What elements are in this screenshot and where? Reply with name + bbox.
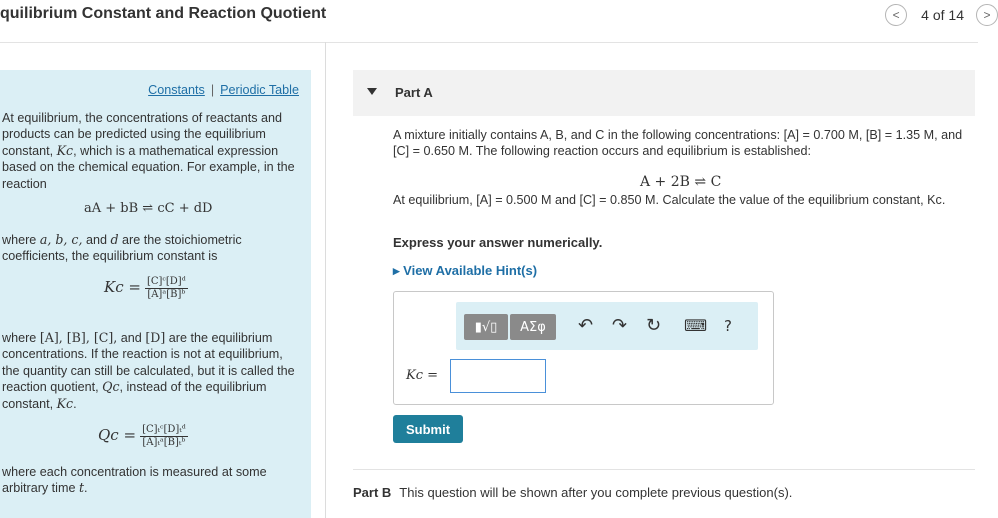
answer-label bbox=[406, 367, 438, 383]
intro-text-cont: , which is a mathematical expression based on the chemical equation. For example, in the reaction bbox=[2, 143, 295, 191]
part-a-label: Part A bbox=[395, 85, 433, 100]
coefficients-paragraph bbox=[2, 232, 302, 265]
conc-species: [A], [B], [C], bbox=[39, 330, 118, 345]
footer-t: t bbox=[78, 480, 85, 496]
part-divider bbox=[353, 469, 975, 470]
constants-link[interactable]: Constants bbox=[148, 83, 205, 97]
part-a-header[interactable] bbox=[353, 70, 975, 116]
help-icon[interactable]: ? bbox=[724, 317, 732, 335]
qc-numerator: [C]ₜᶜ[D]ₜᵈ bbox=[142, 424, 186, 435]
coeff-and: and bbox=[85, 233, 107, 247]
column-divider bbox=[325, 42, 326, 518]
concentration-paragraph: where [A], [B], [C], and [D] are the equilibrium concentrations. If the reaction is not at equilibrium, the quantity can still be calculated, but it is called the reaction quotient, Qc, instead of the equilibrium constant, Kc. bbox=[2, 330, 295, 411]
answer-label-text: Kc = bbox=[406, 368, 439, 383]
qc-lhs: Qc = bbox=[98, 426, 137, 444]
pagination bbox=[885, 4, 998, 26]
conc-text-pre: where bbox=[2, 331, 37, 345]
coeff-d: d bbox=[110, 232, 119, 247]
caret-right-icon: ▸ bbox=[393, 263, 404, 278]
resource-links bbox=[148, 82, 299, 98]
kc-numerator: [C]ᶜ[D]ᵈ bbox=[146, 276, 186, 287]
conc-text-post: are the equilibrium concentrations. If the reaction is not at equilibrium, the quantity can still be calculated, but it is called the reaction quotient, bbox=[2, 331, 295, 395]
qc-denominator: [A]ₜᵃ[B]ₜᵇ bbox=[142, 437, 186, 448]
info-sidebar bbox=[0, 70, 311, 518]
collapse-triangle-icon[interactable] bbox=[367, 88, 377, 95]
symbols-button[interactable] bbox=[510, 314, 556, 340]
footer-paragraph bbox=[2, 464, 302, 497]
coeff-text-pre: where bbox=[2, 233, 37, 247]
kc-symbol-end: Kc bbox=[56, 395, 74, 411]
intro-paragraph bbox=[2, 110, 302, 192]
greek-symbols-icon: ΑΣφ bbox=[520, 319, 546, 335]
answer-panel bbox=[393, 291, 774, 405]
coeff-vars: a, b, c, bbox=[39, 232, 83, 247]
chevron-left-icon: < bbox=[892, 8, 900, 22]
kc-answer-input[interactable] bbox=[450, 359, 546, 393]
chevron-right-icon: > bbox=[983, 8, 991, 22]
hints-link[interactable] bbox=[393, 263, 537, 279]
keyboard-icon[interactable]: ⌨ bbox=[684, 316, 708, 335]
qc-fraction bbox=[140, 424, 188, 449]
redo-icon[interactable]: ↷ bbox=[612, 315, 628, 336]
templates-icon: ▮√▯ bbox=[474, 319, 498, 335]
qc-symbol: Qc bbox=[102, 379, 120, 395]
part-b-label: Part B bbox=[353, 485, 392, 500]
page-counter: 4 of 14 bbox=[921, 7, 964, 23]
link-separator: | bbox=[210, 83, 215, 97]
kc-fraction bbox=[145, 276, 188, 301]
templates-button[interactable] bbox=[464, 314, 508, 340]
kc-expression bbox=[104, 276, 188, 301]
submit-button[interactable]: Submit bbox=[393, 415, 463, 443]
qc-text-cont: , instead of the equilibrium constant, bbox=[2, 380, 267, 411]
answer-instructions: Express your answer numerically. bbox=[393, 235, 603, 250]
part-b-message: This question will be shown after you complete previous question(s). bbox=[399, 485, 793, 500]
part-b-row bbox=[353, 485, 792, 500]
intro-text: At equilibrium, the concentrations of reactants and products can be predicted using the equilibrium constant, bbox=[2, 111, 283, 158]
next-button[interactable] bbox=[976, 4, 998, 26]
footer-text: where each concentration is measured at some arbitrary time bbox=[2, 465, 267, 496]
kc-denominator: [A]ᵃ[B]ᵇ bbox=[147, 289, 186, 300]
equilibrium-statement: At equilibrium, [A] = 0.500 M and [C] = 0.850 M. Calculate the value of the equilibrium constant, Kc. bbox=[393, 193, 946, 207]
problem-statement: A mixture initially contains A, B, and C in the following concentrations: [A] = 0.700 M, [B] = 1.35 M, and [C] = 0.650 M. The following reaction occurs and equilibrium is established: bbox=[393, 128, 963, 159]
kc-lhs: Kc = bbox=[104, 278, 141, 296]
kc-symbol: Kc bbox=[56, 142, 74, 158]
coeff-text-post: are the stoichiometric coefficients, the equilibrium constant is bbox=[2, 233, 242, 264]
conc-and: and bbox=[120, 331, 142, 345]
footer-end: . bbox=[84, 481, 88, 496]
page-title: quilibrium Constant and Reaction Quotient bbox=[0, 5, 327, 22]
periodic-table-link[interactable]: Periodic Table bbox=[220, 83, 299, 97]
reset-icon[interactable]: ↻ bbox=[646, 315, 662, 336]
math-toolbar bbox=[456, 302, 758, 350]
undo-icon[interactable]: ↶ bbox=[578, 315, 594, 336]
reaction-equation: A + 2B ⇌ C bbox=[640, 174, 722, 190]
general-reaction: aA + bB ⇌ cC + dD bbox=[84, 201, 213, 216]
previous-button[interactable] bbox=[885, 4, 907, 26]
header-divider bbox=[0, 42, 978, 43]
qc-expression bbox=[98, 424, 188, 449]
conc-d: [D] bbox=[145, 330, 166, 345]
hints-label: View Available Hint(s) bbox=[403, 263, 538, 278]
